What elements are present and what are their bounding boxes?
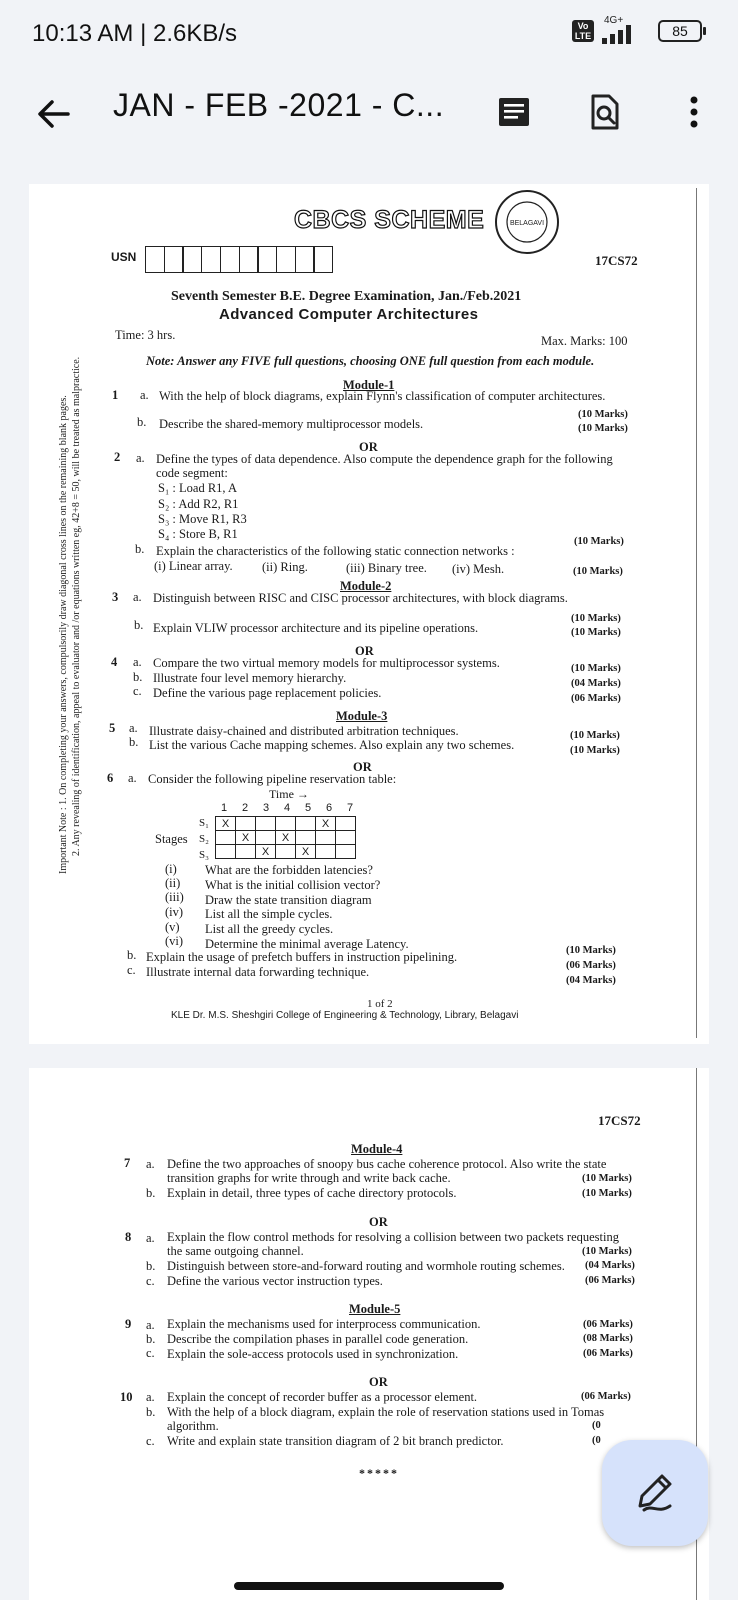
q9c-marks: (06 Marks)	[583, 1348, 633, 1359]
q2b-iii: (iii) Binary tree.	[346, 561, 427, 575]
side-note-line-1: Important Note : 1. On completing your answers, compulsorily draw diagonal cross lines on the remaining blank pages.	[58, 395, 69, 874]
sub-num: (i)	[165, 862, 177, 876]
q10a-text: Explain the concept of recorder buffer as a processor element.	[167, 1390, 478, 1404]
code-s4: S₄ : Store B, R1	[158, 527, 238, 541]
gesture-nav-handle[interactable]	[234, 1582, 504, 1590]
q10-number: 10	[120, 1390, 133, 1404]
document-page-2[interactable]: 17CS72 Module-4 7 a. Define the two approaches of snoopy bus cache coherence protocol. Also write the state transition graphs for write through and write back cache. (10 Marks) b. Explain in detail, three types of cache directory protocols. (10 Marks) OR 8 a. Explain the flow control methods for resolving a collision between two packets requesting the same outgoing channel. (10 Marks) b. Distinguish between store-and-forward routing and wormhole routing schemes. (04 Marks) c. Define the various vector instruction types. (06 Marks) Module-5 9 a. Explain the mechanisms used for interprocess communication. (06 Marks) b. Describe the compilation phases in parallel code generation. (08 Marks) c. Explain the sole-access protocols used in synchronization. (06 Marks) OR 10 a. Explain the concept of recorder buffer as a processor element. (06 Marks) b. With the help of a block diagram, explain the role of reservation stations used in Tomas algorithm. (0 c. Write and explain state transition diagram of 2 bit branch predictor. (0 *****	[29, 1068, 709, 1600]
q5-number: 5	[109, 721, 116, 735]
search-document-button[interactable]	[578, 86, 630, 138]
q9-number: 9	[125, 1317, 132, 1331]
q2-number: 2	[114, 450, 121, 464]
q6-number: 6	[107, 771, 114, 785]
notes-icon	[494, 92, 534, 132]
q8c-marks: (06 Marks)	[585, 1275, 635, 1286]
subject-title: Advanced Computer Architectures	[219, 306, 479, 323]
more-vert-icon	[684, 92, 704, 132]
scheme-heading: CBCS SCHEME	[294, 206, 485, 234]
app-bar	[0, 72, 738, 158]
q1b-text: Describe the shared-memory multiprocessor models.	[159, 417, 424, 431]
status-icons	[572, 15, 702, 44]
network-type: 4G+	[604, 15, 624, 26]
q9c-text: Explain the sole-access protocols used in synchronization.	[167, 1347, 459, 1361]
exam-title: Seventh Semester B.E. Degree Examination, Jan./Feb.2021	[171, 289, 522, 304]
or-divider-4: OR	[369, 1215, 388, 1229]
or-divider-1: OR	[359, 440, 378, 454]
sub-text: Determine the minimal average Latency.	[205, 937, 409, 951]
q5a-marks: (10 Marks)	[570, 730, 620, 741]
stages-label: Stages	[155, 832, 188, 846]
q1b-marks: (10 Marks)	[578, 423, 628, 434]
q8-number: 8	[125, 1230, 132, 1244]
sub-text: What are the forbidden latencies?	[205, 863, 373, 877]
page-number: 1 of 2	[367, 998, 393, 1010]
q10b-marks: (0	[592, 1420, 601, 1431]
q4b-marks: (04 Marks)	[571, 678, 621, 689]
table-row: X X	[216, 817, 356, 831]
q5a-text: Illustrate daisy-chained and distributed arbitration techniques.	[149, 724, 459, 738]
subject-code: 17CS72	[598, 1113, 641, 1128]
time-col: 4	[284, 802, 291, 814]
stage-label: S₁	[199, 817, 209, 829]
q10c-text: Write and explain state transition diagram of 2 bit branch predictor.	[167, 1434, 504, 1448]
volte-icon: Vo LTE	[572, 20, 594, 42]
q9b-marks: (08 Marks)	[583, 1333, 633, 1344]
back-arrow-icon	[30, 90, 78, 138]
q4a-marks: (10 Marks)	[571, 663, 621, 674]
or-divider-5: OR	[369, 1375, 388, 1389]
side-note-line-2: 2. Any revealing of identification, appeal to evaluator and /or equations written eg, 42+8 = 50, will be treated as malpractice.	[71, 356, 82, 856]
q10a-marks: (06 Marks)	[581, 1391, 631, 1402]
time-label: Time →	[269, 787, 309, 801]
q6b-text: Explain the usage of prefetch buffers in instruction pipelining.	[146, 950, 458, 964]
status-bar	[0, 0, 738, 72]
q6a-text: Consider the following pipeline reservation table:	[148, 772, 397, 786]
battery-icon: 85	[658, 20, 702, 42]
time-col: 3	[263, 802, 270, 814]
time-col: 1	[221, 802, 228, 814]
q3b-marks: (10 Marks)	[571, 627, 621, 638]
sub-num: (iv)	[165, 905, 184, 919]
q8c-text: Define the various vector instruction types.	[167, 1274, 383, 1288]
q6c-marks: (04 Marks)	[566, 975, 616, 986]
reservation-table	[215, 816, 356, 859]
q8b-marks: (04 Marks)	[585, 1260, 635, 1271]
q4a-text: Compare the two virtual memory models for multiprocessor systems.	[153, 656, 500, 670]
code-s1: S₁ : Load R1, A	[158, 481, 238, 495]
table-row: X X	[216, 845, 356, 859]
time-col: 2	[242, 802, 249, 814]
q5b-marks: (10 Marks)	[570, 745, 620, 756]
q4c-text: Define the various page replacement policies.	[153, 686, 382, 700]
sub-text: List all the greedy cycles.	[205, 922, 334, 936]
q1a-text: With the help of block diagrams, explain Flynn's classification of computer architectures.	[159, 389, 606, 403]
or-divider-3: OR	[353, 760, 372, 774]
q10b-text: With the help of a block diagram, explain the role of reservation stations used in Tomas	[167, 1405, 605, 1419]
module-4-heading: Module-4	[351, 1142, 403, 1156]
q2a-cont: code segment:	[156, 466, 228, 480]
q10b-cont: algorithm.	[167, 1419, 219, 1433]
q1-number: 1	[112, 388, 119, 402]
annotate-button[interactable]	[602, 1440, 708, 1546]
sub-text: What is the initial collision vector?	[205, 878, 381, 892]
more-options-button[interactable]	[668, 86, 720, 138]
q7b-marks: (10 Marks)	[582, 1188, 632, 1199]
q6c-text: Illustrate internal data forwarding technique.	[146, 965, 370, 979]
end-stars: *****	[359, 1466, 399, 1480]
sub-num: (vi)	[165, 934, 184, 948]
time-col: 5	[305, 802, 312, 814]
signal-icon	[602, 15, 650, 44]
exam-time: Time: 3 hrs.	[115, 328, 176, 342]
q4b-text: Illustrate four level memory hierarchy.	[153, 671, 347, 685]
module-1-heading: Module-1	[343, 378, 395, 392]
table-row: X X	[216, 831, 356, 845]
page-edge-line	[696, 188, 697, 1038]
sub-text: Draw the state transition diagram	[205, 893, 372, 907]
edit-annotate-icon	[632, 1470, 678, 1516]
document-page-1[interactable]: CBCS SCHEME BELAGAVI USN 17CS72 Seventh Semester B.E. Degree Examination, Jan./Feb.2021 Advanced Computer Architectures Time: 3 hrs. Max. Marks: 100 Note: Answer any FIVE full questions, choosing ONE full question from each module. Important Note : 1. On completing your answers, compulsorily draw diagonal cross lines on the remaining blank pages. 2. Any revealing of identification, appeal to evaluator and /or equations written eg, 42+8 = 50, will be treated as malpractice. Module-1 1 a. With the help of block diagrams, explain Flynn's classification of computer architectures. (10 Marks) b. Describe the shared-memory multiprocessor models. (10 Marks) OR 2 a. Define the types of data dependence. Also compute the dependence graph for the following code segment: S₁ : Load R1, A S₂ : Add R2, R1 S₃ : Move R1, R3 S₄ : Store B, R1 (10 Marks) b. Explain the characteristics of the following static connection networks : (i) Linear array. (ii) Ring. (iii) Binary tree. (iv) Mesh. (10 Marks) Module-2 3 a. Distinguish between RISC and CISC processor architectures, with block diagrams. (10 Marks) b. Explain VLIW processor architecture and its pipeline operations. (10 Marks) OR 4 a. Compare the two virtual memory models for multiprocessor systems. (10 Marks) b. Illustrate four level memory hierarchy. (04 Marks) c. Define the various page replacement policies. (06 Marks) Module-3 5 a. Illustrate daisy-chained and distributed arbitration techniques. (10 Marks) b. List the various Cache mapping schemes. Also explain any two schemes. (10 Marks) OR 6 a. Consider the following pipeline reservation table: Time → 1 2 3 4 5 6 7 Stages S₁ S₂ S₃ X X X X X X (i) What are the forbidden latencies? (ii) What is the initial collision vector? (iii) Draw the state transition diagram (iv) List all the simple cycles. (v) List all the greedy cycles. (vi) Determine the minimal average Latency. (10 Marks) b. Explain the usage of prefetch buffers in instruction pipelining. (06 Marks) c. Illustrate internal data forwarding technique. (04 Marks) 1 of 2 KLE Dr. M.S. Sheshgiri College of Engineering & Technology, Library, Belagavi	[29, 184, 709, 1044]
max-marks: Max. Marks: 100	[541, 334, 628, 348]
q7b-text: Explain in detail, three types of cache directory protocols.	[167, 1186, 457, 1200]
q1a-marks: (10 Marks)	[578, 409, 628, 420]
sub-num: (v)	[165, 920, 180, 934]
q6b-marks: (06 Marks)	[566, 960, 616, 971]
code-s3: S₃ : Move R1, R3	[158, 512, 247, 526]
college-seal-icon	[493, 188, 561, 256]
page-footer: KLE Dr. M.S. Sheshgiri College of Engineering & Technology, Library, Belagavi	[171, 1010, 519, 1021]
q3-number: 3	[112, 590, 119, 604]
module-2-heading: Module-2	[340, 579, 392, 593]
q2b-i: (i) Linear array.	[154, 559, 233, 573]
sub-text: List all the simple cycles.	[205, 907, 333, 921]
sub-num: (ii)	[165, 876, 181, 890]
q7a-marks: (10 Marks)	[582, 1173, 632, 1184]
q2b-iv: (iv) Mesh.	[452, 562, 505, 576]
search-document-icon	[584, 92, 624, 132]
subject-code: 17CS72	[595, 253, 638, 268]
side-note	[57, 357, 83, 874]
q5b-text: List the various Cache mapping schemes. Also explain any two schemes.	[149, 738, 515, 752]
q2a-marks: (10 Marks)	[574, 536, 624, 547]
q7-number: 7	[124, 1156, 131, 1170]
q3a-text: Distinguish between RISC and CISC processor architectures, with block diagrams.	[153, 591, 568, 605]
q2b-ii: (ii) Ring.	[262, 560, 308, 574]
time-col: 7	[347, 802, 354, 814]
status-time: 10:13 AM | 2.6KB/s	[32, 20, 238, 47]
module-5-heading: Module-5	[349, 1302, 401, 1316]
svg-text:BELAGAVI: BELAGAVI	[509, 220, 545, 227]
q8a-marks: (10 Marks)	[582, 1246, 632, 1257]
q10c-marks: (0	[592, 1435, 601, 1446]
time-col: 6	[326, 802, 333, 814]
q7a-cont: transition graphs for write through and write back cache.	[167, 1171, 451, 1185]
exam-note: Note: Answer any FIVE full questions, choosing ONE full question from each module.	[146, 354, 595, 368]
stage-label: S₃	[199, 849, 209, 861]
usn-label: USN	[111, 250, 137, 264]
q4c-marks: (06 Marks)	[571, 693, 621, 704]
q4-number: 4	[111, 655, 118, 669]
q9a-marks: (06 Marks)	[583, 1319, 633, 1330]
usn-boxes	[145, 246, 332, 273]
q8a-text: Explain the flow control methods for resolving a collision between two packets requesting	[167, 1230, 619, 1244]
sub-num: (iii)	[165, 890, 184, 904]
q7a-text: Define the two approaches of snoopy bus cache coherence protocol. Also write the state	[167, 1157, 607, 1171]
or-divider-2: OR	[355, 644, 374, 658]
module-3-heading: Module-3	[336, 709, 388, 723]
q2b-text: Explain the characteristics of the following static connection networks :	[156, 544, 515, 558]
document-title: JAN - FEB -2021 - C...	[113, 87, 445, 123]
code-s2: S₂ : Add R2, R1	[158, 497, 239, 511]
q3a-marks: (10 Marks)	[571, 613, 621, 624]
q2b-marks: (10 Marks)	[573, 566, 623, 577]
stage-label: S₂	[199, 833, 209, 845]
q3b-text: Explain VLIW processor architecture and its pipeline operations.	[153, 621, 479, 635]
q2a-text: Define the types of data dependence. Also compute the dependence graph for the following	[156, 452, 613, 466]
q9b-text: Describe the compilation phases in parallel code generation.	[167, 1332, 469, 1346]
back-button[interactable]	[30, 90, 78, 138]
q6a-marks: (10 Marks)	[566, 945, 616, 956]
notes-button[interactable]	[488, 86, 540, 138]
q8a-cont: the same outgoing channel.	[167, 1244, 304, 1258]
q9a-text: Explain the mechanisms used for interprocess communication.	[167, 1317, 481, 1331]
q8b-text: Distinguish between store-and-forward routing and wormhole routing schemes.	[167, 1259, 565, 1273]
